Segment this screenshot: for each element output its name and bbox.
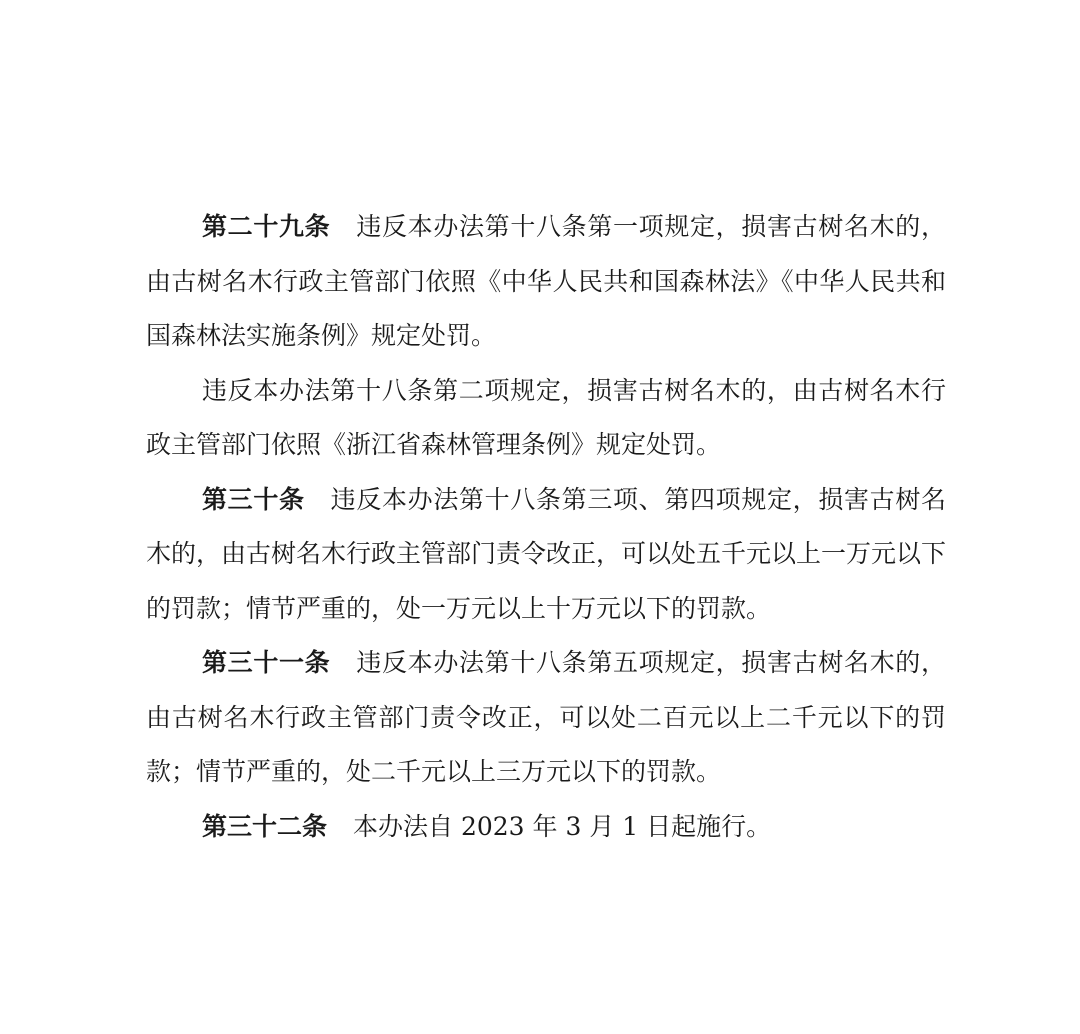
document-body [146, 200, 946, 854]
article-31-paragraph [146, 636, 946, 800]
article-text: 违反本办法第十八条第三项、第四项规定，损害古树名木的，由古树名木行政主管部门责令改正，可以处五千元以上一万元以下的罚款；情节严重的，处一万元以上十万元以下的罚款。 [146, 484, 947, 623]
article-text: 本办法自 2023 年 3 月 1 日起施行。 [353, 811, 772, 841]
article-30-paragraph [146, 473, 946, 637]
article-29-paragraph-2 [146, 364, 946, 473]
article-heading: 第二十九条 [202, 212, 331, 241]
article-heading: 第三十一条 [202, 648, 331, 677]
article-text: 违反本办法第十八条第五项规定，损害古树名木的，由古树名木行政主管部门责令改正，可以处二百元以上二千元以下的罚款；情节严重的，处二千元以上三万元以下的罚款。 [146, 648, 946, 786]
article-text: 违反本办法第十八条第二项规定，损害古树名木的，由古树名木行政主管部门依照《浙江省森林管理条例》规定处罚。 [146, 375, 946, 459]
article-32-paragraph [146, 800, 946, 855]
article-text: 违反本办法第十八条第一项规定，损害古树名木的，由古树名木行政主管部门依照《中华人民共和国森林法》《中华人民共和国森林法实施条例》规定处罚。 [146, 212, 946, 350]
article-29-paragraph [146, 200, 946, 364]
article-heading: 第三十二条 [202, 811, 328, 841]
article-heading: 第三十条 [202, 484, 305, 514]
